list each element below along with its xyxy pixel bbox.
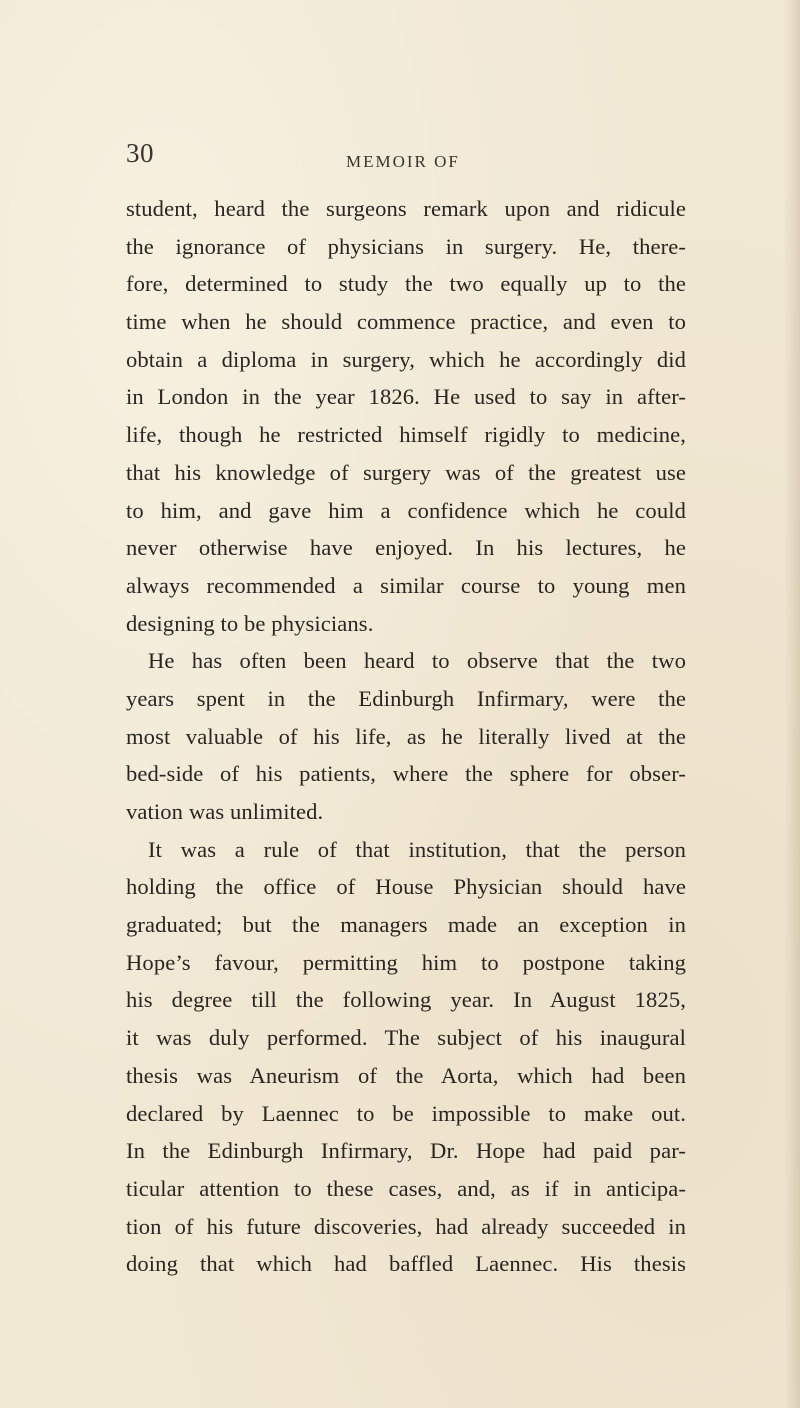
body-text bbox=[126, 190, 686, 1283]
text-line: to him, and gave him a confidence which he could bbox=[126, 497, 686, 523]
text-line: life, though he restricted himself rigidly to medicine, bbox=[126, 422, 686, 448]
text-line: graduated; but the managers made an exception in bbox=[126, 912, 686, 938]
running-head bbox=[126, 138, 686, 178]
text-line: doing that which had baffled Laennec. His thesis bbox=[126, 1251, 686, 1277]
text-line: ticular attention to these cases, and, as if in anticipa- bbox=[126, 1175, 686, 1201]
text-line: his degree till the following year. In August 1825, bbox=[126, 987, 686, 1013]
page-number: 30 bbox=[126, 138, 154, 168]
text-line: that his knowledge of surgery was of the greatest use bbox=[126, 459, 686, 485]
running-title: MEMOIR OF bbox=[346, 152, 460, 171]
text-line: always recommended a similar course to young men bbox=[126, 572, 686, 598]
text-line: In the Edinburgh Infirmary, Dr. Hope had paid par- bbox=[126, 1138, 686, 1164]
text-line: designing to be physicians. bbox=[126, 610, 374, 636]
text-line: never otherwise have enjoyed. In his lectures, he bbox=[126, 535, 686, 561]
text-line: time when he should commence practice, and even to bbox=[126, 309, 686, 335]
text-line: bed-side of his patients, where the sphere for obser- bbox=[126, 761, 686, 787]
text-line: most valuable of his life, as he literally lived at the bbox=[126, 723, 686, 749]
text-line: holding the office of House Physician should have bbox=[126, 874, 686, 900]
text-line: vation was unlimited. bbox=[126, 799, 324, 824]
text-line: the ignorance of physicians in surgery. He, there- bbox=[126, 233, 686, 259]
text-line: declared by Laennec to be impossible to make out. bbox=[126, 1100, 686, 1126]
text-line: He has often been heard to observe that the two bbox=[148, 648, 686, 674]
text-line: thesis was Aneurism of the Aorta, which had been bbox=[126, 1062, 686, 1088]
text-line: Hope’s favour, permitting him to postpone taking bbox=[126, 949, 686, 975]
page-edge-shadow bbox=[784, 0, 800, 1408]
text-line: fore, determined to study the two equally up to the bbox=[126, 271, 686, 297]
text-line: in London in the year 1826. He used to say in after- bbox=[126, 384, 686, 410]
text-line: obtain a diploma in surgery, which he accordingly did bbox=[126, 346, 686, 372]
text-line: student, heard the surgeons remark upon and ridicule bbox=[126, 196, 686, 221]
text-line: tion of his future discoveries, had already succeeded in bbox=[126, 1213, 686, 1239]
text-line: it was duly performed. The subject of his inaugural bbox=[126, 1025, 686, 1051]
text-line: It was a rule of that institution, that the person bbox=[148, 836, 686, 862]
text-line: years spent in the Edinburgh Infirmary, were the bbox=[126, 685, 686, 711]
